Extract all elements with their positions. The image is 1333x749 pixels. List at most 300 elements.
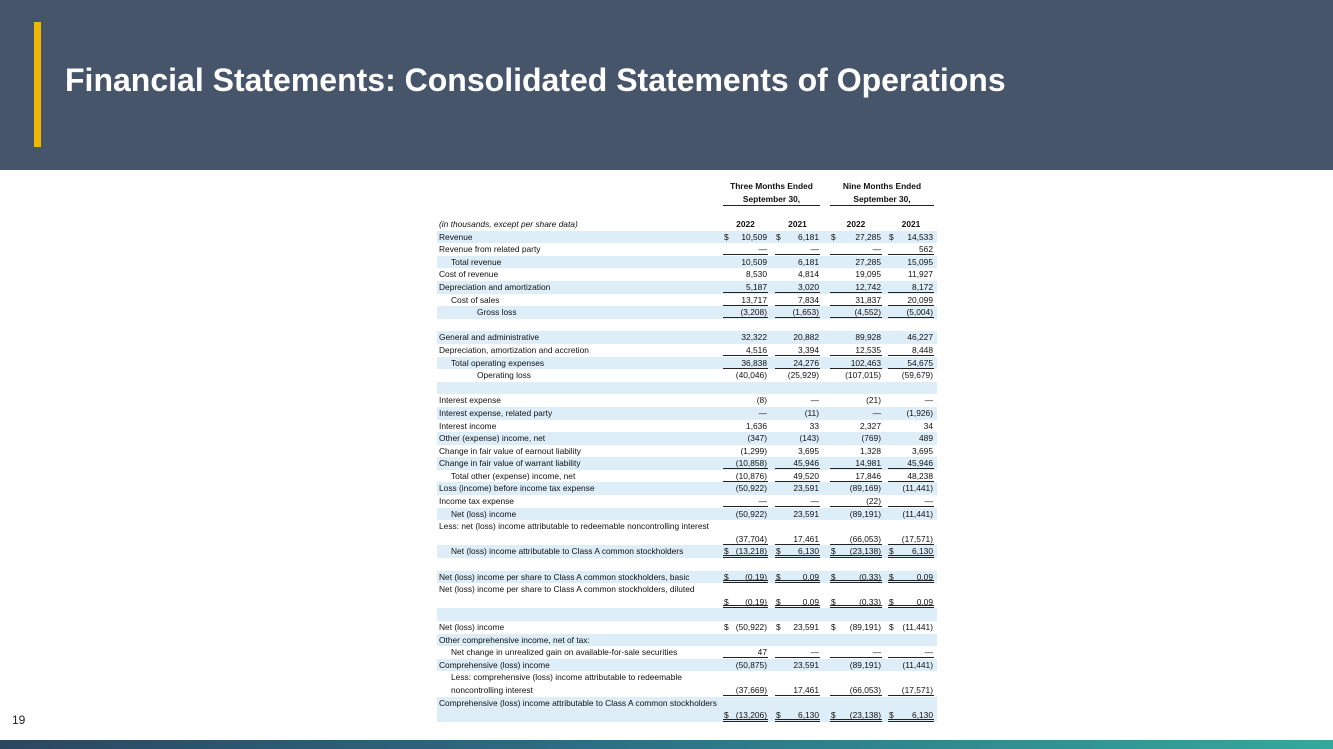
table-row — [437, 294, 937, 307]
cell-value: 6,130 — [798, 710, 819, 721]
cell-value: 49,520 — [793, 470, 819, 481]
value-cell — [830, 621, 882, 634]
value-cell — [888, 294, 934, 307]
cell-value: (8) — [756, 395, 767, 406]
currency-symbol: $ — [776, 571, 781, 582]
row-label: Comprehensive (loss) income — [439, 659, 550, 670]
cell-value: (21) — [866, 395, 881, 406]
value-cell — [888, 571, 934, 584]
cell-value: (347) — [747, 433, 767, 444]
value-cell — [775, 646, 820, 659]
cell-value: 102,463 — [850, 357, 881, 368]
currency-symbol: $ — [776, 622, 781, 632]
value-cell — [723, 281, 768, 294]
table-row — [437, 231, 937, 244]
value-cell — [775, 457, 820, 470]
row-label: Gross loss — [477, 307, 517, 318]
value-cell — [830, 432, 882, 445]
cell-value: — — [810, 647, 819, 658]
row-label: Less: comprehensive (loss) income attributable to redeemable noncontrolling interest — [451, 672, 682, 695]
cell-value: 31,837 — [855, 294, 881, 305]
row-label: Total other (expense) income, net — [451, 470, 576, 481]
table-row — [437, 520, 937, 545]
cell-value: 27,285 — [855, 231, 881, 242]
cell-value: 7,834 — [798, 294, 819, 305]
cell-value: (50,922) — [735, 483, 767, 494]
spacer-row — [437, 608, 937, 621]
cell-value: (11,441) — [902, 483, 933, 494]
cell-value: 1,636 — [746, 420, 767, 431]
cell-value: (11) — [804, 407, 819, 418]
table-row — [437, 256, 937, 269]
cell-value: 27,285 — [855, 256, 881, 267]
value-cell — [723, 331, 768, 344]
row-label: Depreciation, amortization and accretion — [439, 344, 589, 355]
currency-symbol: $ — [831, 571, 836, 582]
value-cell — [830, 231, 882, 244]
value-cell — [775, 545, 820, 558]
value-cell — [775, 231, 820, 244]
cell-value: (13,206) — [735, 710, 767, 721]
cell-value: — — [872, 647, 881, 658]
value-cell — [830, 294, 882, 307]
cell-value: (66,053) — [849, 533, 881, 544]
value-cell — [775, 608, 820, 621]
value-cell — [723, 382, 768, 395]
value-cell — [775, 621, 820, 634]
cell-value: — — [810, 244, 819, 255]
table-row — [437, 369, 937, 382]
table-row — [437, 634, 937, 647]
row-label: Net change in unrealized gain on available-for-sale securities — [451, 647, 678, 658]
cell-value: 89,928 — [855, 332, 881, 343]
value-cell — [723, 344, 768, 357]
cell-value: 12,742 — [855, 281, 881, 292]
row-label: Change in fair value of warrant liability — [439, 458, 581, 469]
row-label: Interest expense — [439, 395, 501, 406]
cell-value: (89,191) — [849, 508, 881, 519]
value-cell — [830, 256, 882, 269]
row-label: Operating loss — [477, 370, 531, 381]
row-label: Interest expense, related party — [439, 407, 553, 418]
value-cell — [888, 369, 934, 382]
value-cell — [775, 558, 820, 571]
currency-symbol: $ — [831, 596, 836, 607]
value-cell — [723, 231, 768, 244]
value-cell — [888, 558, 934, 571]
cell-value: (0.33) — [859, 571, 881, 582]
currency-symbol: $ — [831, 622, 836, 632]
cell-value: 4,516 — [746, 344, 767, 355]
table-row — [437, 646, 937, 659]
value-cell — [888, 608, 934, 621]
value-cell — [723, 407, 768, 420]
value-cell — [888, 457, 934, 470]
table-row — [437, 394, 937, 407]
cell-value: (37,669) — [735, 684, 767, 695]
value-cell — [723, 319, 768, 332]
spacer-row — [437, 382, 937, 395]
cell-value: 14,981 — [855, 458, 881, 469]
cell-value: (22) — [866, 496, 881, 507]
currency-symbol: $ — [776, 710, 781, 721]
value-cell — [775, 634, 820, 647]
value-cell — [888, 243, 934, 256]
value-cell — [723, 621, 768, 634]
table-row — [437, 407, 937, 420]
cell-value: (23,138) — [849, 546, 881, 557]
cell-value: (0.19) — [745, 596, 767, 607]
value-cell — [775, 369, 820, 382]
value-cell — [830, 306, 882, 319]
cell-value: (13,218) — [735, 546, 767, 557]
row-label: Net (loss) income attributable to Class A common stockholders — [451, 546, 684, 557]
year-header: 2022 — [723, 218, 768, 232]
cell-value: 33 — [809, 420, 819, 431]
value-cell — [775, 470, 820, 483]
value-cell — [723, 420, 768, 433]
cell-value: 489 — [919, 433, 933, 444]
table-row — [437, 671, 937, 696]
cell-value: 3,020 — [798, 281, 819, 292]
value-cell — [888, 432, 934, 445]
currency-symbol: $ — [776, 546, 781, 557]
value-cell — [775, 382, 820, 395]
row-label: Revenue — [439, 231, 473, 242]
cell-value: 1,328 — [860, 445, 881, 456]
currency-symbol: $ — [724, 571, 729, 582]
row-label: Other comprehensive income, net of tax: — [439, 634, 590, 645]
value-cell — [723, 558, 768, 571]
three-months-header — [723, 180, 820, 206]
value-cell — [888, 445, 934, 458]
value-cell — [775, 357, 820, 370]
cell-value: 48,238 — [907, 470, 933, 481]
value-cell — [723, 482, 768, 495]
value-cell — [830, 344, 882, 357]
table-row — [437, 281, 937, 294]
cell-value: 6,181 — [798, 231, 819, 242]
row-label: Cost of revenue — [439, 269, 499, 280]
value-cell — [775, 659, 820, 672]
year-header: 2022 — [830, 218, 882, 232]
value-cell — [723, 709, 768, 722]
row-label: Depreciation and amortization — [439, 281, 551, 292]
value-cell — [723, 646, 768, 659]
row-label: Net (loss) income — [451, 508, 517, 519]
row-label: Net (loss) income per share to Class A common stockholders, diluted — [439, 584, 695, 595]
cell-value: (1,926) — [906, 407, 933, 418]
cell-value: 36,838 — [741, 357, 767, 368]
nine-months-line1: Nine Months Ended — [842, 181, 922, 191]
units-row — [437, 218, 937, 231]
cell-value: 2,327 — [860, 420, 881, 431]
value-cell — [830, 684, 882, 697]
cell-value: 0.09 — [802, 596, 819, 607]
cell-value: 562 — [919, 244, 933, 255]
cell-value: 3,695 — [912, 445, 933, 456]
cell-value: 54,675 — [907, 357, 933, 368]
table-row — [437, 495, 937, 508]
accent-bar — [34, 22, 41, 147]
slide-number: 19 — [12, 713, 26, 727]
table-header — [437, 180, 937, 218]
cell-value: 13,717 — [741, 294, 767, 305]
value-cell — [830, 420, 882, 433]
cell-value: 0.09 — [802, 571, 819, 582]
table-row — [437, 306, 937, 319]
value-cell — [775, 420, 820, 433]
value-cell — [723, 394, 768, 407]
row-label: Net (loss) income per share to Class A common stockholders, basic — [439, 571, 690, 582]
table-row — [437, 331, 937, 344]
cell-value: — — [872, 407, 881, 418]
table-row — [437, 420, 937, 433]
value-cell — [888, 533, 934, 546]
value-cell — [830, 394, 882, 407]
value-cell — [830, 634, 882, 647]
value-cell — [775, 684, 820, 697]
cell-value: 3,695 — [798, 445, 819, 456]
table-row — [437, 445, 937, 458]
table-row — [437, 344, 937, 357]
table-row — [437, 457, 937, 470]
cell-value: 34 — [923, 420, 933, 431]
cell-value: (5,004) — [906, 307, 933, 318]
cell-value: 23,591 — [793, 508, 819, 519]
statements-of-operations-table — [437, 180, 937, 722]
cell-value: 20,882 — [793, 332, 819, 343]
value-cell — [723, 256, 768, 269]
value-cell — [723, 545, 768, 558]
three-months-line1: Three Months Ended — [730, 181, 813, 191]
cell-value: (3,208) — [740, 307, 767, 318]
table-body — [437, 231, 937, 722]
value-cell — [888, 306, 934, 319]
cell-value: (89,191) — [849, 622, 881, 632]
value-cell — [830, 445, 882, 458]
row-label: Total revenue — [451, 256, 502, 267]
cell-value: 14,533 — [907, 231, 933, 242]
spacer-row — [437, 319, 937, 332]
table-row — [437, 583, 937, 608]
cell-value: (10,858) — [735, 458, 767, 469]
value-cell — [775, 508, 820, 521]
cell-value: — — [758, 407, 767, 418]
value-cell — [775, 596, 820, 609]
value-cell — [888, 709, 934, 722]
year-header: 2021 — [775, 218, 820, 232]
value-cell — [775, 407, 820, 420]
cell-value: — — [810, 395, 819, 406]
cell-value: (59,679) — [901, 370, 933, 381]
value-cell — [888, 268, 934, 281]
value-cell — [723, 432, 768, 445]
value-cell — [723, 294, 768, 307]
table-row — [437, 357, 937, 370]
cell-value: 3,394 — [798, 344, 819, 355]
cell-value: 8,448 — [912, 344, 933, 355]
currency-symbol: $ — [724, 622, 729, 632]
cell-value: 24,276 — [793, 357, 819, 368]
row-label: Comprehensive (loss) income attributable to Class A common stockholders — [439, 697, 717, 708]
cell-value: 5,187 — [746, 281, 767, 292]
cell-value: 19,095 — [855, 269, 881, 280]
value-cell — [888, 646, 934, 659]
three-months-line2: September 30, — [723, 193, 820, 207]
value-cell — [723, 684, 768, 697]
value-cell — [888, 495, 934, 508]
value-cell — [830, 382, 882, 395]
value-cell — [888, 256, 934, 269]
value-cell — [723, 306, 768, 319]
value-cell — [775, 533, 820, 546]
cell-value: — — [924, 496, 933, 507]
row-label: Change in fair value of earnout liability — [439, 445, 581, 456]
value-cell — [775, 281, 820, 294]
currency-symbol: $ — [889, 710, 894, 721]
cell-value: 8,530 — [746, 269, 767, 280]
value-cell — [723, 533, 768, 546]
value-cell — [830, 369, 882, 382]
value-cell — [830, 482, 882, 495]
value-cell — [888, 382, 934, 395]
cell-value: (50,922) — [735, 622, 767, 632]
cell-value: 0.09 — [916, 571, 933, 582]
cell-value: 15,095 — [907, 256, 933, 267]
value-cell — [723, 495, 768, 508]
row-label: Total operating expenses — [451, 357, 545, 368]
value-cell — [888, 394, 934, 407]
value-cell — [775, 243, 820, 256]
value-cell — [775, 571, 820, 584]
value-cell — [723, 659, 768, 672]
cell-value: 23,591 — [793, 483, 819, 494]
slide-title: Financial Statements: Consolidated Statements of Operations — [65, 62, 1006, 98]
value-cell — [830, 646, 882, 659]
value-cell — [830, 457, 882, 470]
value-cell — [775, 495, 820, 508]
value-cell — [888, 231, 934, 244]
cell-value: 17,846 — [855, 470, 881, 481]
cell-value: 8,172 — [912, 281, 933, 292]
row-label: Loss (income) before income tax expense — [439, 483, 595, 494]
value-cell — [723, 608, 768, 621]
value-cell — [775, 306, 820, 319]
value-cell — [775, 394, 820, 407]
row-label: Interest income — [439, 420, 497, 431]
value-cell — [723, 445, 768, 458]
value-cell — [888, 420, 934, 433]
currency-symbol: $ — [776, 596, 781, 607]
value-cell — [830, 495, 882, 508]
cell-value: — — [758, 244, 767, 255]
currency-symbol: $ — [889, 546, 894, 557]
cell-value: — — [758, 496, 767, 507]
currency-symbol: $ — [724, 231, 729, 242]
nine-months-line2: September 30, — [830, 193, 934, 207]
cell-value: (0.33) — [859, 596, 881, 607]
units-label: (in thousands, except per share data) — [439, 219, 578, 229]
cell-value: (37,704) — [735, 533, 767, 544]
cell-value: 10,509 — [741, 256, 767, 267]
currency-symbol: $ — [724, 596, 729, 607]
value-cell — [888, 407, 934, 420]
currency-symbol: $ — [831, 231, 836, 242]
value-cell — [723, 634, 768, 647]
cell-value: (4,552) — [854, 307, 881, 318]
cell-value: (17,571) — [901, 533, 933, 544]
cell-value: (1,299) — [740, 445, 767, 456]
value-cell — [830, 470, 882, 483]
cell-value: 12,535 — [855, 344, 881, 355]
table-row — [437, 621, 937, 634]
value-cell — [723, 571, 768, 584]
value-cell — [830, 709, 882, 722]
value-cell — [830, 508, 882, 521]
cell-value: 4,814 — [798, 269, 819, 280]
currency-symbol: $ — [724, 546, 729, 557]
cell-value: (40,046) — [735, 370, 767, 381]
value-cell — [723, 508, 768, 521]
currency-symbol: $ — [831, 710, 836, 721]
cell-value: 32,322 — [741, 332, 767, 343]
cell-value: — — [924, 647, 933, 658]
currency-symbol: $ — [724, 710, 729, 721]
currency-symbol: $ — [889, 622, 894, 632]
cell-value: 6,130 — [798, 546, 819, 557]
value-cell — [723, 457, 768, 470]
value-cell — [775, 256, 820, 269]
value-cell — [888, 508, 934, 521]
row-label: Revenue from related party — [439, 244, 541, 255]
cell-value: (25,929) — [787, 370, 819, 381]
table-row — [437, 697, 937, 722]
cell-value: 45,946 — [793, 458, 819, 469]
value-cell — [888, 281, 934, 294]
value-cell — [830, 596, 882, 609]
currency-symbol: $ — [831, 546, 836, 557]
value-cell — [775, 432, 820, 445]
table-row — [437, 268, 937, 281]
cell-value: (66,053) — [849, 684, 881, 695]
value-cell — [888, 470, 934, 483]
row-label: Other (expense) income, net — [439, 433, 546, 444]
currency-symbol: $ — [776, 231, 781, 242]
footer-bar — [0, 740, 1333, 749]
value-cell — [830, 558, 882, 571]
table-row — [437, 508, 937, 521]
value-cell — [723, 243, 768, 256]
table-row — [437, 432, 937, 445]
cell-value: (89,169) — [849, 483, 881, 494]
value-cell — [775, 294, 820, 307]
value-cell — [775, 709, 820, 722]
value-cell — [888, 331, 934, 344]
value-cell — [775, 445, 820, 458]
cell-value: — — [810, 496, 819, 507]
value-cell — [830, 281, 882, 294]
value-cell — [723, 357, 768, 370]
cell-value: (107,015) — [845, 370, 881, 381]
value-cell — [830, 319, 882, 332]
value-cell — [830, 243, 882, 256]
cell-value: 6,130 — [912, 546, 933, 557]
value-cell — [775, 344, 820, 357]
cell-value: 23,591 — [793, 622, 819, 632]
cell-value: 0.09 — [916, 596, 933, 607]
value-cell — [775, 331, 820, 344]
